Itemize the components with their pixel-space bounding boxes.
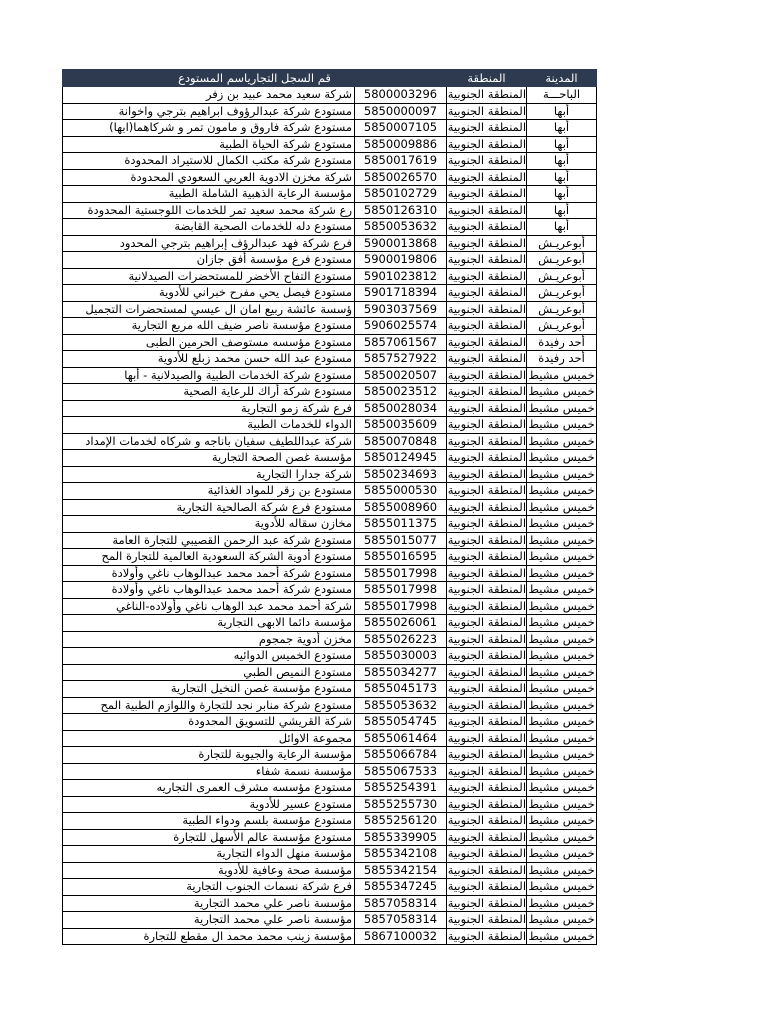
warehouse-name-cell: مؤسسة نسمة شفاء [63,763,355,780]
table-row [63,417,597,434]
warehouse-name-cell: مستودع بن زقر للمواد الغذائية [63,483,355,500]
warehouse-name-cell: شركة مخزن الادوية العربي السعودي المحدودة [63,169,355,186]
city-cell: خميس مشيط [528,499,595,514]
table-row [63,813,597,830]
registration-number-cell: 5906025574 [355,318,447,335]
warehouse-name-cell: مستودع الخميس الدوائيه [63,648,355,665]
table-row [63,582,597,599]
registration-number-cell: 5857061567 [355,334,447,351]
region-cell: المنطقة الجنوبية [447,516,527,531]
registration-number-cell: 5855342154 [355,862,447,879]
registration-number-cell: 5857527922 [355,351,447,368]
city-cell: أحد رفيدة [527,334,597,351]
registration-number-cell: 5855008960 [355,499,447,516]
region-cell: المنطقة الجنوبية [447,829,527,844]
region-cell: المنطقة الجنوبية [447,153,527,168]
registration-number-cell: 5850000097 [355,103,447,120]
region-cell: المنطقة الجنوبية [447,813,527,828]
table-row [63,499,597,516]
warehouse-name-cell: مستودع التفاح الأخضر للمستحضرات الصيدلانية [63,268,355,285]
city-cell: خميس مشيط [528,417,595,432]
region-cell: المنطقة الجنوبية [447,763,527,778]
registration-number-cell: 5900013868 [355,235,447,252]
warehouse-name-cell: مستودع دله للخدمات الصحية القابضة [63,219,355,236]
city-cell: خميس مشيط [528,862,595,877]
region-cell: المنطقة الجنوبية [447,499,527,514]
registration-number-cell: 5855256120 [355,813,447,830]
table-row [63,598,597,615]
table-row [63,252,597,269]
warehouse-name-cell: شركة عبداللطيف سفيان باناجه و شركاه لخدمات الإمداد [63,433,355,450]
warehouse-name-cell: مستودع شركة مكتب الكمال للاستيراد المحدودة [63,153,355,170]
region-cell: المنطقة الجنوبية [447,450,527,465]
registration-number-cell: 5850124945 [355,450,447,467]
region-cell: المنطقة الجنوبية [447,532,527,547]
region-cell: المنطقة الجنوبية [447,268,527,283]
registration-number-cell: 5903037569 [355,301,447,318]
city-cell: خميس مشيط [528,714,595,729]
region-cell: المنطقة الجنوبية [447,730,527,745]
city-cell: أبها [527,136,597,153]
registration-number-cell: 5855034277 [355,664,447,681]
table-row [63,202,597,219]
registration-number-cell: 5855017998 [355,582,447,599]
table-row [63,846,597,863]
city-cell: خميس مشيط [528,433,595,448]
warehouse-name-cell: مستودع فيصل يحي مفرح خبراني للأدوية [63,285,355,302]
city-cell: خميس مشيط [528,780,595,795]
warehouse-name-cell: مستودع شركة عبد الرحمن القصيبي للتجارة العامة [63,532,355,549]
registration-number-cell: 5850009886 [355,136,447,153]
table-row [63,780,597,797]
table-row [63,219,597,236]
table-row [63,120,597,137]
warehouse-name-cell: فرع شركة فهد عبدالرؤف إبراهيم بترجي المحدود [63,235,355,252]
registration-number-cell: 5850028034 [355,400,447,417]
table-row [63,483,597,500]
warehouse-name-cell: مؤسسة زينب محمد محمد ال مقطع للتجارة [63,928,355,945]
table-row [63,549,597,566]
registration-number-cell: 5855016595 [355,549,447,566]
warehouse-name-cell: شركة أحمد محمد عبد الوهاب ناغي وأولاده-الناغي [63,598,355,615]
table-row [63,664,597,681]
registration-number-cell: 5850234693 [355,466,447,483]
region-cell: المنطقة الجنوبية [447,351,527,366]
warehouse-table [62,69,597,945]
city-cell: خميس مشيط [528,747,595,762]
warehouse-name-cell: مستودع شركة الحياة الطبية [63,136,355,153]
city-cell: خميس مشيط [528,367,595,382]
city-cell: خميس مشيط [528,796,595,811]
registration-number-cell: 5850017619 [355,153,447,170]
city-cell: أبوعريـش [527,318,597,335]
city-cell: خميس مشيط [528,697,595,712]
region-cell: المنطقة الجنوبية [447,318,527,333]
registration-number-cell: 5855045173 [355,681,447,698]
table-row [63,648,597,665]
table-row [63,763,597,780]
registration-number-cell: 5855255730 [355,796,447,813]
region-cell: المنطقة الجنوبية [447,565,527,580]
region-cell: المنطقة الجنوبية [447,615,527,630]
city-cell: أبها [527,186,597,203]
table-row [63,87,597,104]
table-row [63,912,597,929]
registration-number-cell: 5855067533 [355,763,447,780]
region-cell: المنطقة الجنوبية [447,598,527,613]
registration-number-cell: 5855254391 [355,780,447,797]
warehouse-name-cell: الدواء للخدمات الطبية [63,417,355,434]
city-cell: خميس مشيط [528,532,595,547]
registration-number-cell: 5850007105 [355,120,447,137]
registration-number-cell: 5850053632 [355,219,447,236]
region-cell: المنطقة الجنوبية [447,796,527,811]
city-cell: خميس مشيط [528,450,595,465]
warehouse-name-cell: مستودع النميص الطبي [63,664,355,681]
city-cell: خميس مشيط [528,598,595,613]
warehouse-name-cell: مستودع شركة أحمد محمد عبدالوهاب ناغي وأولادة [63,565,355,582]
table-row [63,466,597,483]
table-row [63,384,597,401]
region-cell: المنطقة الجنوبية [447,433,527,448]
warehouse-name-cell: مستودع مؤسسة عالم الأسهل للتجارة [63,829,355,846]
warehouse-name-cell: مستودع مؤسسه مشرف العمرى التجاريه [63,780,355,797]
registration-number-cell: 5901023812 [355,268,447,285]
city-cell: أبوعريـش [527,301,597,318]
city-cell: خميس مشيط [528,615,595,630]
registration-number-cell: 5850070848 [355,433,447,450]
registration-number-cell: 5855339905 [355,829,447,846]
header-cr-and-name: قم السجل التجارياسم المستودع [63,70,447,87]
warehouse-name-cell: مؤسسة صحة وعافية للأدوية [63,862,355,879]
warehouse-name-cell: رع شركة محمد سعيد تمر للخدمات اللوجستية المحدودة [63,202,355,219]
table-row [63,516,597,533]
table-row [63,829,597,846]
registration-number-cell: 5855061464 [355,730,447,747]
warehouse-name-cell: شركة سعيد محمد عبيد بن زفر [63,87,355,104]
table-row [63,367,597,384]
warehouse-name-cell: مستودع شركة فاروق و مامون تمر و شركاهما(ابها) [63,120,355,137]
warehouse-name-cell: مؤسسة غصن الصحة التجارية [63,450,355,467]
registration-number-cell: 5857058314 [355,895,447,912]
warehouse-name-cell: مؤسسة الرعاية الذهبية الشاملة الطبية [63,186,355,203]
region-cell: المنطقة الجنوبية [447,301,527,316]
city-cell: خميس مشيط [528,384,595,399]
registration-number-cell: 5901718394 [355,285,447,302]
registration-number-cell: 5855053632 [355,697,447,714]
registration-number-cell: 5855347245 [355,879,447,896]
region-cell: المنطقة الجنوبية [447,631,527,646]
warehouse-name-cell: مستودع مؤسسه مستوصف الحرمين الطبى [63,334,355,351]
table-row [63,186,597,203]
city-cell: أبوعريـش [527,252,597,269]
registration-number-cell: 5855017998 [355,565,447,582]
region-cell: المنطقة الجنوبية [447,285,527,300]
registration-number-cell: 5850020507 [355,367,447,384]
table-row [63,615,597,632]
table-row [63,235,597,252]
city-cell: خميس مشيط [528,813,595,828]
table-body [63,87,597,945]
region-cell: المنطقة الجنوبية [447,714,527,729]
region-cell: المنطقة الجنوبية [447,912,527,927]
region-cell: المنطقة الجنوبية [447,136,527,151]
registration-number-cell: 5855017998 [355,598,447,615]
city-cell: خميس مشيط [528,483,595,498]
warehouse-name-cell: فرع شركة زمو التجارية [63,400,355,417]
table-row [63,268,597,285]
warehouse-name-cell: مخازن سقاله للأدوية [63,516,355,533]
registration-number-cell: 5855011375 [355,516,447,533]
warehouse-name-cell: مجموعة الاوائل [63,730,355,747]
city-cell: أبها [527,202,597,219]
warehouse-name-cell: مؤسسة الرعاية والجيوبة للتجارة [63,747,355,764]
region-cell: المنطقة الجنوبية [447,384,527,399]
table-row [63,928,597,945]
region-cell: المنطقة الجنوبية [447,186,527,201]
warehouse-name-cell: مستودع شركة منابر نجد للتجارة واللوازم الطبية المح [63,697,355,714]
table-row [63,565,597,582]
city-cell: خميس مشيط [528,516,595,531]
warehouse-name-cell: شركة القريشي للتسويق المحدودة [63,714,355,731]
region-cell: المنطقة الجنوبية [447,202,527,217]
warehouse-name-cell: مستودع شركة عبدالرؤوف ابراهيم بترجي واخوانة [63,103,355,120]
city-cell: أبوعريـش [527,285,597,302]
region-cell: المنطقة الجنوبية [447,681,527,696]
warehouse-name-cell: مستودع أدوية الشركة السعودية العالمية للتجارة المح [63,549,355,566]
table-row [63,879,597,896]
table-row [63,681,597,698]
region-cell: المنطقة الجنوبية [447,466,527,481]
header-region: المنطقة [447,70,527,87]
table-row [63,796,597,813]
region-cell: المنطقة الجنوبية [447,862,527,877]
warehouse-name-cell: فرع شركة نسمات الجنوب التجارية [63,879,355,896]
region-cell: المنطقة الجنوبية [447,747,527,762]
table-row [63,730,597,747]
city-cell: خميس مشيط [528,895,595,910]
city-cell: خميس مشيط [528,846,595,861]
city-cell: خميس مشيط [528,730,595,745]
region-cell: المنطقة الجنوبية [447,928,527,943]
table-row [63,697,597,714]
region-cell: المنطقة الجنوبية [447,664,527,679]
region-cell: المنطقة الجنوبية [447,780,527,795]
registration-number-cell: 5855026223 [355,631,447,648]
city-cell: خميس مشيط [528,763,595,778]
warehouse-name-cell: مستودع فرع مؤسسة أفق جازان [63,252,355,269]
city-cell: خميس مشيط [528,466,595,481]
registration-number-cell: 5855026061 [355,615,447,632]
warehouse-name-cell: مستودع مؤسسة بلسم ودواء الطبية [63,813,355,830]
warehouse-name-cell: مستودع شركة الخدمات الطبية والصيدلانية - أبها [63,367,355,384]
warehouse-name-cell: مؤسسة دائما الابهى التجارية [63,615,355,632]
city-cell: خميس مشيط [528,879,595,894]
table-row [63,318,597,335]
city-cell: الباحـــة [527,87,597,104]
city-cell: خميس مشيط [528,582,595,597]
table-row [63,862,597,879]
registration-number-cell: 5850026570 [355,169,447,186]
region-cell: المنطقة الجنوبية [447,334,527,349]
region-cell: المنطقة الجنوبية [447,400,527,415]
warehouse-name-cell: شركة جدارا التجارية [63,466,355,483]
warehouse-name-cell: مستودع شركة أحمد محمد عبدالوهاب ناغي وأولادة [63,582,355,599]
region-cell: المنطقة الجنوبية [447,120,527,135]
registration-number-cell: 5855342108 [355,846,447,863]
region-cell: المنطقة الجنوبية [447,87,527,102]
registration-number-cell: 5867100032 [355,928,447,945]
region-cell: المنطقة الجنوبية [447,367,527,382]
table-row [63,285,597,302]
table-header [63,70,597,87]
table-row [63,714,597,731]
table-row [63,334,597,351]
table-row [63,301,597,318]
table-row [63,631,597,648]
table-row [63,450,597,467]
city-cell: أبها [527,120,597,137]
warehouse-name-cell: مستودع عسير للأدوية [63,796,355,813]
city-cell: خميس مشيط [528,928,595,943]
table-row [63,532,597,549]
table-row [63,351,597,368]
city-cell: أبها [527,219,597,236]
registration-number-cell: 5855030003 [355,648,447,665]
table-row [63,400,597,417]
table-row [63,153,597,170]
warehouse-name-cell: مؤسسة منهل الدواء التجارية [63,846,355,863]
warehouse-name-cell: مؤسسة ناصر علي محمد التجارية [63,895,355,912]
city-cell: أحد رفيدة [527,351,597,368]
registration-number-cell: 5850102729 [355,186,447,203]
region-cell: المنطقة الجنوبية [447,417,527,432]
registration-number-cell: 5855066784 [355,747,447,764]
city-cell: خميس مشيط [528,400,595,415]
city-cell: أبوعريـش [527,235,597,252]
table-row [63,136,597,153]
city-cell: خميس مشيط [528,912,595,927]
table-row [63,747,597,764]
city-cell: خميس مشيط [528,664,595,679]
registration-number-cell: 5855000530 [355,483,447,500]
city-cell: أبها [527,153,597,170]
table-row [63,169,597,186]
city-cell: خميس مشيط [528,648,595,663]
region-cell: المنطقة الجنوبية [447,549,527,564]
registration-number-cell: 5857058314 [355,912,447,929]
city-cell: أبها [527,169,597,186]
warehouse-name-cell: مستودع عبد الله حسن محمد زبلع للأدوية [63,351,355,368]
registration-number-cell: 5850035609 [355,417,447,434]
registration-number-cell: 5800003296 [355,87,447,104]
city-cell: أبها [527,103,597,120]
region-cell: المنطقة الجنوبية [447,697,527,712]
header-city: المدينة [527,70,597,87]
registration-number-cell: 5850126310 [355,202,447,219]
warehouse-name-cell: مستودع شركة أراك للرعاية الصحية [63,384,355,401]
warehouse-name-cell: مستودع فرع شركة الصالحية التجارية [63,499,355,516]
registration-number-cell: 5855015077 [355,532,447,549]
city-cell: خميس مشيط [528,549,595,564]
region-cell: المنطقة الجنوبية [447,169,527,184]
warehouse-name-cell: مؤسسة ناصر علي محمد التجارية [63,912,355,929]
region-cell: المنطقة الجنوبية [447,103,527,118]
city-cell: خميس مشيط [528,631,595,646]
registration-number-cell: 5855054745 [355,714,447,731]
region-cell: المنطقة الجنوبية [447,219,527,234]
region-cell: المنطقة الجنوبية [447,895,527,910]
region-cell: المنطقة الجنوبية [447,879,527,894]
warehouse-name-cell: مخزن أدوية جمجوم [63,631,355,648]
region-cell: المنطقة الجنوبية [447,235,527,250]
city-cell: خميس مشيط [528,681,595,696]
registration-number-cell: 5900019806 [355,252,447,269]
region-cell: المنطقة الجنوبية [447,846,527,861]
warehouse-name-cell: مستودع مؤسسة غصن النخيل التجارية [63,681,355,698]
region-cell: المنطقة الجنوبية [447,648,527,663]
table-row [63,103,597,120]
table-row [63,433,597,450]
table-row [63,895,597,912]
region-cell: المنطقة الجنوبية [447,252,527,267]
warehouse-name-cell: ؤسسة عائشة ربيع امان ال عيسي لمستحضرات التجميل [63,301,355,318]
region-cell: المنطقة الجنوبية [447,582,527,597]
region-cell: المنطقة الجنوبية [447,483,527,498]
header-row [63,70,597,87]
city-cell: أبوعريـش [527,268,597,285]
city-cell: خميس مشيط [528,829,595,844]
registration-number-cell: 5850023512 [355,384,447,401]
city-cell: خميس مشيط [528,565,595,580]
warehouse-name-cell: مستودع مؤسسة ناصر ضيف الله مربع التجارية [63,318,355,335]
